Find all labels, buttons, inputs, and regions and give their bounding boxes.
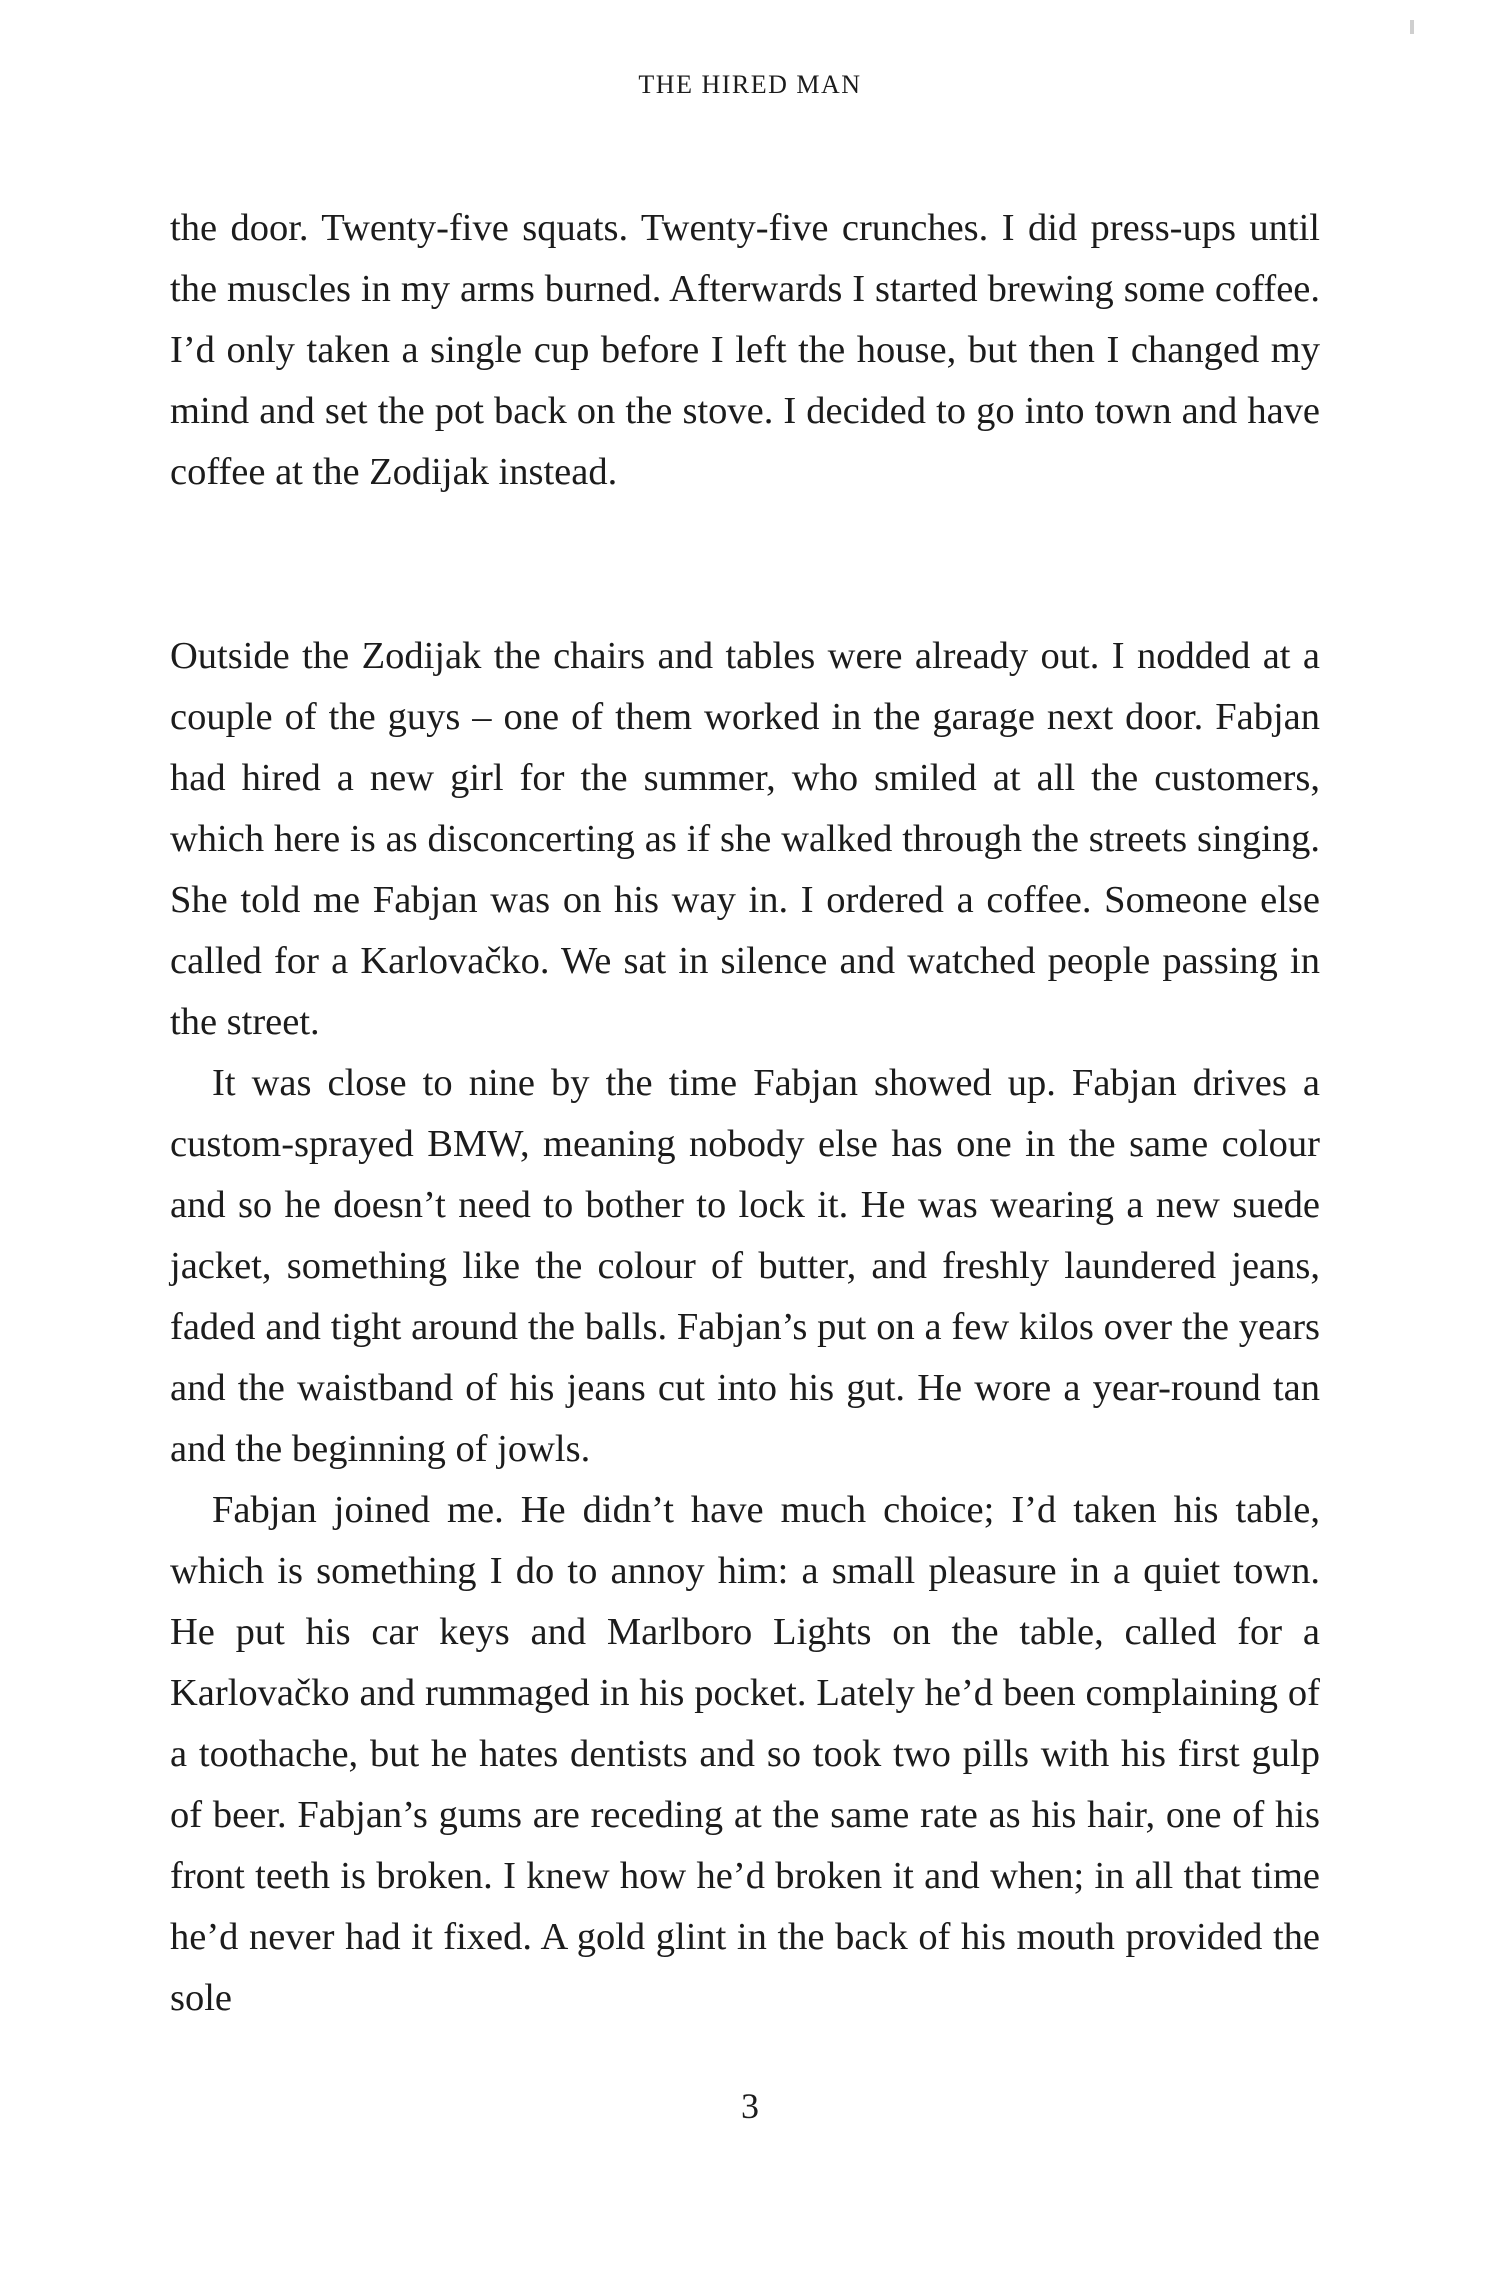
paragraph: It was close to nine by the time Fabjan showed up. Fabjan drives a custom-sprayed BMW, meaning nobody else has one in the same colour and so he doesn’t need to bother to lock it. He was wearing a new suede jacket, something like the colour of butter, and freshly laundered jeans, faded and tight around the balls. Fabjan’s put on a few kilos over the years and the waistband of his jeans cut into his gut. He wore a year-round tan and the beginning of jowls.	[170, 1062, 1320, 1470]
paragraph: Fabjan joined me. He didn’t have much choice; I’d taken his table, which is something I do to annoy him: a small pleasure in a quiet town. He put his car keys and Marlboro Lights on the table, called for a Karlovačko and rummaged in his pocket. Lately he’d been complaining of a toothache, but he hates dentists and so took two pills with his first gulp of beer. Fabjan’s gums are receding at the same rate as his hair, one of his front teeth is broken. I knew how he’d broken it and when; in all that time he’d never had it fixed. A gold glint in the back of his mouth provided the sole	[170, 1489, 1320, 2019]
text-block-opening	[170, 198, 1320, 503]
running-head: THE HIRED MAN	[638, 70, 862, 99]
page-number: 3	[741, 2086, 759, 2126]
scan-edge-mark	[1410, 20, 1414, 34]
paragraph-section-start: Outside the Zodijak the chairs and tables were already out. I nodded at a couple of the guys – one of them worked in the garage next door. Fabjan had hired a new girl for the summer, who smiled at all the customers, which here is as disconcerting as if she walked through the streets singing. She told me Fabjan was on his way in. I ordered a coffee. Someone else called for a Karlovačko. We sat in silence and watched people passing in the street.	[170, 635, 1320, 1043]
paragraph-continued: the door. Twenty-five squats. Twenty-five crunches. I did press-ups until the muscles in my arms burned. Afterwards I started brewing some coffee. I’d only taken a single cup before I left the house, but then I changed my mind and set the pot back on the stove. I decided to go into town and have coffee at the Zodijak instead.	[170, 207, 1320, 493]
text-block-section	[170, 626, 1320, 2029]
